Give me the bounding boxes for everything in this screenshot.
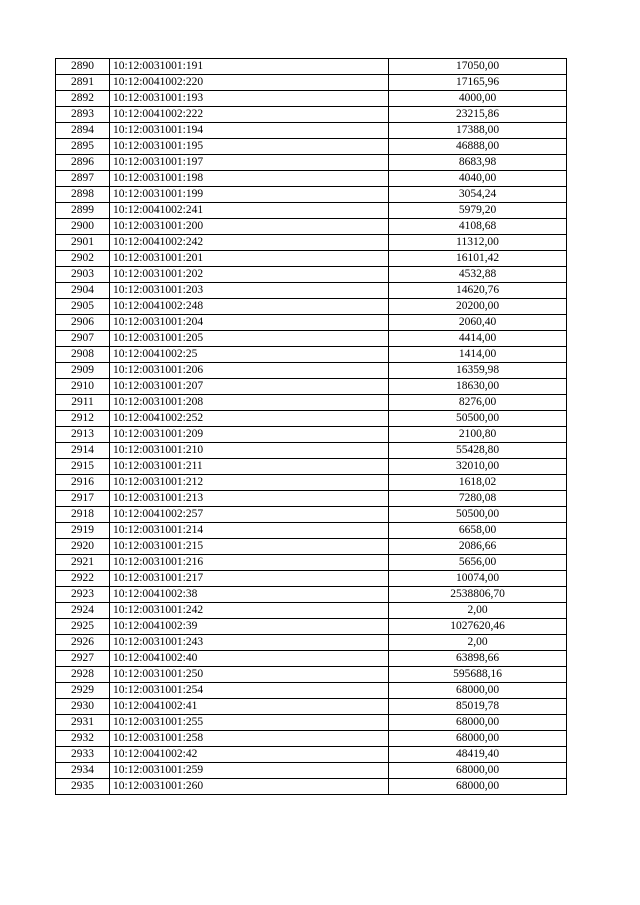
cadastral-number-cell: 10:12:0031001:203 xyxy=(110,283,389,299)
row-number-cell: 2891 xyxy=(56,75,110,91)
row-number-cell: 2901 xyxy=(56,235,110,251)
table-row xyxy=(56,155,567,171)
cadastral-number-cell: 10:12:0031001:200 xyxy=(110,219,389,235)
table-row xyxy=(56,507,567,523)
row-number-cell: 2915 xyxy=(56,459,110,475)
cadastral-number-cell: 10:12:0031001:214 xyxy=(110,523,389,539)
value-cell: 68000,00 xyxy=(389,683,567,699)
cadastral-number-cell: 10:12:0031001:201 xyxy=(110,251,389,267)
cadastral-number-cell: 10:12:0041002:25 xyxy=(110,347,389,363)
cadastral-number-cell: 10:12:0041002:252 xyxy=(110,411,389,427)
cadastral-number-cell: 10:12:0031001:213 xyxy=(110,491,389,507)
value-cell: 16101,42 xyxy=(389,251,567,267)
value-cell: 55428,80 xyxy=(389,443,567,459)
row-number-cell: 2920 xyxy=(56,539,110,555)
table-row xyxy=(56,603,567,619)
cadastral-number-cell: 10:12:0041002:42 xyxy=(110,747,389,763)
cadastral-number-cell: 10:12:0041002:220 xyxy=(110,75,389,91)
cadastral-number-cell: 10:12:0031001:199 xyxy=(110,187,389,203)
row-number-cell: 2912 xyxy=(56,411,110,427)
value-cell: 85019,78 xyxy=(389,699,567,715)
value-cell: 5979,20 xyxy=(389,203,567,219)
table-row xyxy=(56,651,567,667)
value-cell: 2,00 xyxy=(389,635,567,651)
value-cell: 1414,00 xyxy=(389,347,567,363)
cadastral-number-cell: 10:12:0031001:259 xyxy=(110,763,389,779)
table-row xyxy=(56,747,567,763)
cadastral-number-cell: 10:12:0031001:212 xyxy=(110,475,389,491)
value-cell: 14620,76 xyxy=(389,283,567,299)
cadastral-number-cell: 10:12:0041002:257 xyxy=(110,507,389,523)
cadastral-number-cell: 10:12:0041002:38 xyxy=(110,587,389,603)
cadastral-number-cell: 10:12:0031001:242 xyxy=(110,603,389,619)
table-row xyxy=(56,379,567,395)
value-cell: 68000,00 xyxy=(389,715,567,731)
table-row xyxy=(56,539,567,555)
row-number-cell: 2910 xyxy=(56,379,110,395)
table-row xyxy=(56,107,567,123)
value-cell: 4532,88 xyxy=(389,267,567,283)
value-cell: 7280,08 xyxy=(389,491,567,507)
cadastral-number-cell: 10:12:0031001:207 xyxy=(110,379,389,395)
row-number-cell: 2935 xyxy=(56,779,110,795)
table-row xyxy=(56,619,567,635)
cadastral-number-cell: 10:12:0031001:215 xyxy=(110,539,389,555)
row-number-cell: 2928 xyxy=(56,667,110,683)
value-cell: 68000,00 xyxy=(389,763,567,779)
table-row xyxy=(56,75,567,91)
row-number-cell: 2896 xyxy=(56,155,110,171)
row-number-cell: 2895 xyxy=(56,139,110,155)
cadastral-number-cell: 10:12:0031001:191 xyxy=(110,59,389,75)
cadastral-number-cell: 10:12:0031001:216 xyxy=(110,555,389,571)
value-cell: 17388,00 xyxy=(389,123,567,139)
table-row xyxy=(56,587,567,603)
table-row xyxy=(56,635,567,651)
value-cell: 46888,00 xyxy=(389,139,567,155)
row-number-cell: 2907 xyxy=(56,331,110,347)
row-number-cell: 2906 xyxy=(56,315,110,331)
value-cell: 17165,96 xyxy=(389,75,567,91)
table-row xyxy=(56,523,567,539)
table-row xyxy=(56,267,567,283)
cadastral-number-cell: 10:12:0031001:197 xyxy=(110,155,389,171)
value-cell: 595688,16 xyxy=(389,667,567,683)
cadastral-number-cell: 10:12:0031001:195 xyxy=(110,139,389,155)
table-row xyxy=(56,731,567,747)
row-number-cell: 2918 xyxy=(56,507,110,523)
table-row xyxy=(56,123,567,139)
table-row xyxy=(56,91,567,107)
table-row xyxy=(56,347,567,363)
table-row xyxy=(56,139,567,155)
row-number-cell: 2916 xyxy=(56,475,110,491)
cadastral-number-cell: 10:12:0031001:254 xyxy=(110,683,389,699)
value-cell: 2,00 xyxy=(389,603,567,619)
row-number-cell: 2893 xyxy=(56,107,110,123)
cadastral-number-cell: 10:12:0031001:205 xyxy=(110,331,389,347)
row-number-cell: 2900 xyxy=(56,219,110,235)
table-row xyxy=(56,459,567,475)
value-cell: 5656,00 xyxy=(389,555,567,571)
value-cell: 11312,00 xyxy=(389,235,567,251)
value-cell: 68000,00 xyxy=(389,731,567,747)
row-number-cell: 2934 xyxy=(56,763,110,779)
value-cell: 68000,00 xyxy=(389,779,567,795)
table-row xyxy=(56,763,567,779)
cadastral-number-cell: 10:12:0031001:217 xyxy=(110,571,389,587)
cadastral-number-cell: 10:12:0031001:210 xyxy=(110,443,389,459)
table-row xyxy=(56,219,567,235)
row-number-cell: 2926 xyxy=(56,635,110,651)
table-row xyxy=(56,203,567,219)
value-cell: 8683,98 xyxy=(389,155,567,171)
row-number-cell: 2921 xyxy=(56,555,110,571)
value-cell: 16359,98 xyxy=(389,363,567,379)
table-row xyxy=(56,683,567,699)
cadastral-number-cell: 10:12:0031001:206 xyxy=(110,363,389,379)
row-number-cell: 2925 xyxy=(56,619,110,635)
row-number-cell: 2914 xyxy=(56,443,110,459)
table-row xyxy=(56,571,567,587)
table-row xyxy=(56,299,567,315)
cadastral-number-cell: 10:12:0031001:258 xyxy=(110,731,389,747)
table-row xyxy=(56,363,567,379)
value-cell: 20200,00 xyxy=(389,299,567,315)
value-cell: 18630,00 xyxy=(389,379,567,395)
table-row xyxy=(56,251,567,267)
cadastral-number-cell: 10:12:0041002:40 xyxy=(110,651,389,667)
value-cell: 50500,00 xyxy=(389,411,567,427)
row-number-cell: 2927 xyxy=(56,651,110,667)
value-cell: 17050,00 xyxy=(389,59,567,75)
value-cell: 4000,00 xyxy=(389,91,567,107)
cadastral-number-cell: 10:12:0031001:250 xyxy=(110,667,389,683)
value-cell: 2086,66 xyxy=(389,539,567,555)
cadastral-number-cell: 10:12:0041002:241 xyxy=(110,203,389,219)
row-number-cell: 2897 xyxy=(56,171,110,187)
value-cell: 1027620,46 xyxy=(389,619,567,635)
row-number-cell: 2933 xyxy=(56,747,110,763)
value-cell: 8276,00 xyxy=(389,395,567,411)
row-number-cell: 2929 xyxy=(56,683,110,699)
row-number-cell: 2892 xyxy=(56,91,110,107)
row-number-cell: 2917 xyxy=(56,491,110,507)
value-cell: 4108,68 xyxy=(389,219,567,235)
cadastral-number-cell: 10:12:0031001:208 xyxy=(110,395,389,411)
value-cell: 2060,40 xyxy=(389,315,567,331)
value-cell: 63898,66 xyxy=(389,651,567,667)
value-cell: 1618,02 xyxy=(389,475,567,491)
row-number-cell: 2899 xyxy=(56,203,110,219)
value-cell: 50500,00 xyxy=(389,507,567,523)
row-number-cell: 2903 xyxy=(56,267,110,283)
row-number-cell: 2919 xyxy=(56,523,110,539)
table-row xyxy=(56,59,567,75)
table-row xyxy=(56,475,567,491)
cadastral-number-cell: 10:12:0031001:204 xyxy=(110,315,389,331)
table-body xyxy=(56,59,567,795)
value-cell: 2100,80 xyxy=(389,427,567,443)
row-number-cell: 2890 xyxy=(56,59,110,75)
cadastral-value-table xyxy=(55,58,567,795)
row-number-cell: 2909 xyxy=(56,363,110,379)
value-cell: 48419,40 xyxy=(389,747,567,763)
row-number-cell: 2911 xyxy=(56,395,110,411)
value-cell: 23215,86 xyxy=(389,107,567,123)
row-number-cell: 2904 xyxy=(56,283,110,299)
cadastral-number-cell: 10:12:0031001:202 xyxy=(110,267,389,283)
table-row xyxy=(56,715,567,731)
cadastral-number-cell: 10:12:0041002:222 xyxy=(110,107,389,123)
table-row xyxy=(56,315,567,331)
cadastral-number-cell: 10:12:0031001:194 xyxy=(110,123,389,139)
table-row xyxy=(56,491,567,507)
cadastral-number-cell: 10:12:0031001:193 xyxy=(110,91,389,107)
cadastral-number-cell: 10:12:0041002:242 xyxy=(110,235,389,251)
table-row xyxy=(56,235,567,251)
cadastral-number-cell: 10:12:0031001:198 xyxy=(110,171,389,187)
value-cell: 32010,00 xyxy=(389,459,567,475)
table-row xyxy=(56,427,567,443)
row-number-cell: 2923 xyxy=(56,587,110,603)
cadastral-number-cell: 10:12:0031001:260 xyxy=(110,779,389,795)
row-number-cell: 2894 xyxy=(56,123,110,139)
table-row xyxy=(56,779,567,795)
table-row xyxy=(56,187,567,203)
row-number-cell: 2924 xyxy=(56,603,110,619)
table-row xyxy=(56,411,567,427)
cadastral-number-cell: 10:12:0041002:248 xyxy=(110,299,389,315)
cadastral-number-cell: 10:12:0031001:209 xyxy=(110,427,389,443)
table-row xyxy=(56,395,567,411)
cadastral-number-cell: 10:12:0031001:255 xyxy=(110,715,389,731)
table-row xyxy=(56,667,567,683)
row-number-cell: 2913 xyxy=(56,427,110,443)
row-number-cell: 2932 xyxy=(56,731,110,747)
row-number-cell: 2931 xyxy=(56,715,110,731)
row-number-cell: 2930 xyxy=(56,699,110,715)
row-number-cell: 2922 xyxy=(56,571,110,587)
table-row xyxy=(56,283,567,299)
row-number-cell: 2902 xyxy=(56,251,110,267)
table-row xyxy=(56,171,567,187)
row-number-cell: 2905 xyxy=(56,299,110,315)
value-cell: 2538806,70 xyxy=(389,587,567,603)
cadastral-number-cell: 10:12:0031001:211 xyxy=(110,459,389,475)
table-row xyxy=(56,443,567,459)
cadastral-number-cell: 10:12:0041002:41 xyxy=(110,699,389,715)
cadastral-number-cell: 10:12:0041002:39 xyxy=(110,619,389,635)
row-number-cell: 2898 xyxy=(56,187,110,203)
value-cell: 3054,24 xyxy=(389,187,567,203)
table-row xyxy=(56,331,567,347)
value-cell: 6658,00 xyxy=(389,523,567,539)
value-cell: 4040,00 xyxy=(389,171,567,187)
value-cell: 4414,00 xyxy=(389,331,567,347)
cadastral-number-cell: 10:12:0031001:243 xyxy=(110,635,389,651)
value-cell: 10074,00 xyxy=(389,571,567,587)
table-row xyxy=(56,555,567,571)
row-number-cell: 2908 xyxy=(56,347,110,363)
table-row xyxy=(56,699,567,715)
